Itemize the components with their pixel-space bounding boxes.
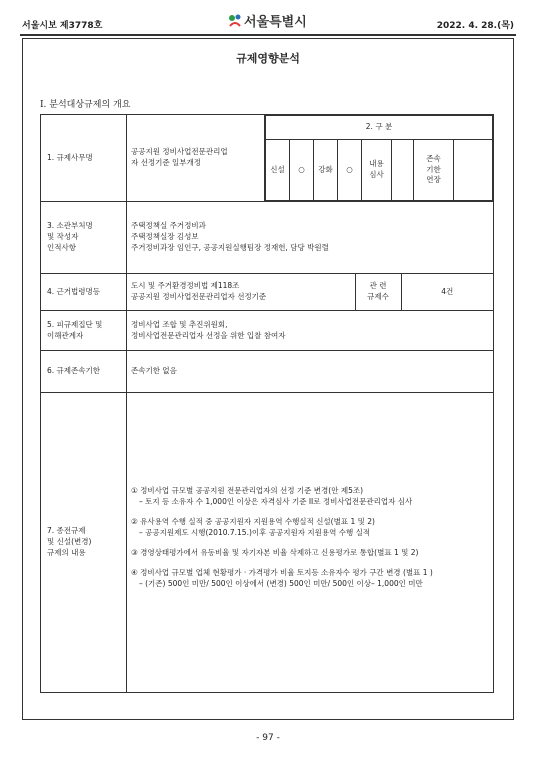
- value-stakeholders: 정비사업 조합 및 추진위원회, 정비사업전문관리업자 선정을 위한 입찰 참여자: [127, 311, 494, 351]
- header-divider: [20, 34, 516, 36]
- category-new: 신설: [266, 140, 290, 201]
- row-regulation-name: [41, 115, 494, 202]
- list-item: ③ 경영상태평가에서 유동비율 및 자기자본 비율 삭제하고 신용평가로 통합(별표 1 및 2): [131, 547, 419, 557]
- list-item: ① 정비사업 규모별 공공지원 전문관리업자의 선정 기준 변경(안 제5조) – 토지 등 소유자 수 1,000인 이상은 자격심사 기준 II로 정비사업전문관리업자 심사: [131, 486, 413, 507]
- issue-date: 2022. 4. 28.(목): [436, 21, 514, 31]
- section-heading: Ⅰ. 분석대상규제의 개요: [40, 100, 131, 110]
- value-related-count: 4건: [401, 274, 493, 310]
- label-duration: 6. 규제존속기한: [41, 351, 127, 393]
- label-department: 3. 소관부처명 및 작성자 인적사항: [41, 202, 127, 274]
- label-content: 7. 종전규제 및 신설(변경) 규제의 내용: [41, 393, 127, 693]
- category-strengthen: 강화: [314, 140, 338, 201]
- category-cell: [265, 115, 494, 202]
- category-review-mark: [392, 140, 414, 201]
- category-extension: 존속 기한 연장: [414, 140, 454, 201]
- gazette-number: 서울시보 제3778호: [22, 21, 103, 31]
- document-title: 규제영향분석: [236, 52, 300, 65]
- label-stakeholders: 5. 피규제집단 및 이해관계자: [41, 311, 127, 351]
- category-strengthen-mark: ○: [338, 140, 362, 201]
- value-duration: 존속기한 없음: [127, 351, 494, 393]
- category-review: 내용 심사: [362, 140, 392, 201]
- category-new-mark: ○: [290, 140, 314, 201]
- label-regulation-name: 1. 규제사무명: [41, 115, 127, 202]
- regulation-overview-table: [40, 114, 494, 693]
- seoul-logo-icon: [228, 14, 242, 28]
- category-table: [265, 115, 493, 201]
- row-department: [41, 202, 494, 274]
- value-legal-basis: 도시 및 주거환경정비법 제118조 공공지원 정비사업전문관리업자 선정기준: [127, 274, 355, 310]
- category-header: 2. 구 분: [266, 116, 493, 140]
- label-related-count: 관 련 규제수: [355, 274, 401, 310]
- row-legal-basis: [41, 274, 494, 311]
- row-stakeholders: [41, 311, 494, 351]
- value-regulation-name: 공공지원 정비사업전문관리업 자 선정기준 일부개정: [127, 115, 265, 202]
- category-extension-mark: [454, 140, 493, 201]
- content-list: [127, 393, 494, 693]
- row-duration: [41, 351, 494, 393]
- row-content: [41, 393, 494, 693]
- list-item: ② 유사용역 수행 실적 중 공공지원자 지원용역 수행실적 신설(별표 1 및 2) – 공공지원제도 시행(2010.7.15.)이후 공공지원자 지원용역 수행 실적: [131, 517, 375, 538]
- seoul-logo-title: [228, 11, 307, 30]
- value-department: 주택정책실 주거정비과 주택정책실장 김성보 주거정비과장 임인구, 공공지원실행팀장 정재헌, 담당 박원렬: [127, 202, 494, 274]
- page-header: [0, 10, 536, 34]
- label-legal-basis: 4. 근거법령명등: [41, 274, 127, 311]
- city-name: 서울특별시: [244, 15, 307, 30]
- list-item: ④ 정비사업 규모별 업체 현황평가 · 가격평가 비율 토지등 소유자수 평가 구간 변경 (별표 1 ) – (기존) 500인 미만/ 500인 이상에서 (변경) 500인 미만/ 500인 이상– 1,000인 미만: [131, 567, 433, 588]
- page-number: - 97 -: [256, 733, 280, 743]
